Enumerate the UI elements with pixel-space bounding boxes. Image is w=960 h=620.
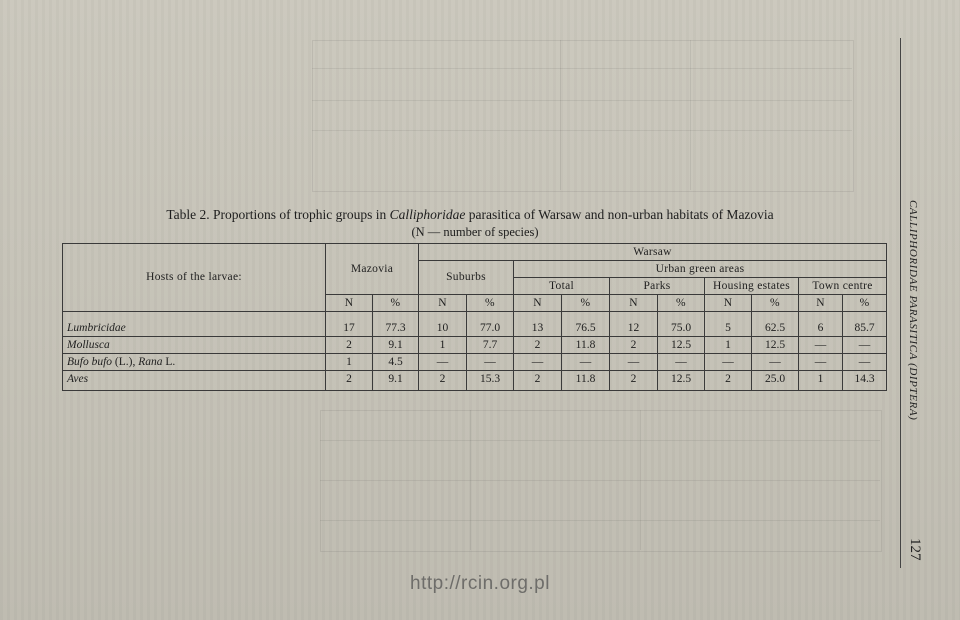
table-row (63, 354, 887, 371)
table-caption-note: (N — number of species) (411, 225, 539, 239)
bleed-through-line (690, 40, 691, 190)
table-cell: 9.1 (373, 371, 419, 391)
table-cell: 62.5 (752, 312, 799, 337)
host-name: Lumbricidae (63, 312, 326, 337)
table-cell: 15.3 (467, 371, 514, 391)
table-cell: — (799, 337, 843, 354)
table-cell: 77.0 (467, 312, 514, 337)
percent-unit: % (752, 295, 799, 312)
table-row (63, 371, 887, 391)
percent-unit: % (658, 295, 705, 312)
percent-unit: % (467, 295, 514, 312)
bleed-through-line (320, 480, 880, 481)
table-cell: 1 (326, 354, 373, 371)
table-cell: 12 (610, 312, 658, 337)
table-cell: 2 (610, 371, 658, 391)
bleed-through-line (312, 100, 852, 101)
host-name: Mollusca (63, 337, 326, 354)
bleed-through-table-bottom (320, 410, 882, 552)
n-unit: N (326, 295, 373, 312)
bleed-through-line (312, 68, 852, 69)
n-unit: N (514, 295, 562, 312)
table-cell: 11.8 (562, 371, 610, 391)
suburbs-header: Suburbs (419, 261, 514, 295)
table-cell: 7.7 (467, 337, 514, 354)
bleed-through-line (312, 130, 852, 131)
taxon-name: Calliphoridae (389, 207, 466, 222)
host-author-2: L. (162, 355, 176, 368)
table-cell: — (562, 354, 610, 371)
table-cell: 5 (705, 312, 752, 337)
table-cell: 77.3 (373, 312, 419, 337)
running-head (905, 200, 919, 421)
table-cell: — (705, 354, 752, 371)
table-row (63, 337, 887, 354)
table-cell: 4.5 (373, 354, 419, 371)
table-cell: — (610, 354, 658, 371)
running-head-text: CALLIPHORIDAE PARASITICA (DIPTERA) (907, 200, 919, 421)
table-cell: 12.5 (752, 337, 799, 354)
table-cell: 2 (514, 371, 562, 391)
percent-unit: % (373, 295, 419, 312)
bleed-through-line (320, 440, 880, 441)
footer-url: http://rcin.org.pl (410, 573, 550, 594)
bleed-through-line (470, 410, 471, 550)
host-genus: Bufo bufo (67, 355, 113, 368)
parks-header: Parks (610, 278, 705, 295)
table-cell: — (514, 354, 562, 371)
table-cell: 1 (705, 337, 752, 354)
table-cell: — (843, 337, 887, 354)
table-cell: 2 (610, 337, 658, 354)
table-cell: 2 (705, 371, 752, 391)
town-centre-header: Town centre (799, 278, 887, 295)
table-cell: 75.0 (658, 312, 705, 337)
n-unit: N (610, 295, 658, 312)
table-cell: 1 (799, 371, 843, 391)
table-cell: 17 (326, 312, 373, 337)
table-cell: 2 (326, 371, 373, 391)
table-cell: — (843, 354, 887, 371)
table-cell: 10 (419, 312, 467, 337)
warsaw-header: Warsaw (419, 244, 887, 261)
table-cell: 12.5 (658, 337, 705, 354)
percent-unit: % (843, 295, 887, 312)
host-name: Aves (63, 371, 326, 391)
table-caption: Table 2. Proportions of trophic groups in Calliphoridae parasitica of Warsaw and non-urban habitats of Mazovia (166, 207, 774, 222)
urban-green-areas-header: Urban green areas (514, 261, 887, 278)
percent-unit: % (562, 295, 610, 312)
table-cell: — (752, 354, 799, 371)
host-name (63, 354, 326, 371)
table-cell: 85.7 (843, 312, 887, 337)
table-cell: — (658, 354, 705, 371)
bleed-through-table-top (312, 40, 854, 192)
housing-estates-header: Housing estates (705, 278, 799, 295)
total-header: Total (514, 278, 610, 295)
table-cell: 6 (799, 312, 843, 337)
n-unit: N (419, 295, 467, 312)
trophic-groups-table (62, 243, 887, 391)
page-number (905, 538, 923, 568)
mazovia-header: Mazovia (326, 244, 419, 295)
bleed-through-line (640, 410, 641, 550)
table-cell: 2 (419, 371, 467, 391)
table-cell: 14.3 (843, 371, 887, 391)
host-author: (L.), (112, 355, 139, 368)
host-column-header: Hosts of the larvae: (63, 244, 326, 312)
table-cell: 1 (419, 337, 467, 354)
table-cell: — (467, 354, 514, 371)
table-cell: 9.1 (373, 337, 419, 354)
bleed-through-line (320, 520, 880, 521)
n-unit: N (799, 295, 843, 312)
bleed-through-line (560, 40, 561, 190)
table-cell: — (799, 354, 843, 371)
margin-rule (900, 38, 901, 568)
table-cell: 12.5 (658, 371, 705, 391)
table-cell: 2 (514, 337, 562, 354)
table-cell: 13 (514, 312, 562, 337)
table-cell: 76.5 (562, 312, 610, 337)
n-unit: N (705, 295, 752, 312)
table-row (63, 312, 887, 337)
host-genus-2: Rana (138, 355, 163, 368)
page-number-text: 127 (907, 538, 923, 561)
table-cell: 11.8 (562, 337, 610, 354)
table-cell: 2 (326, 337, 373, 354)
table-cell: 25.0 (752, 371, 799, 391)
table-cell: — (419, 354, 467, 371)
